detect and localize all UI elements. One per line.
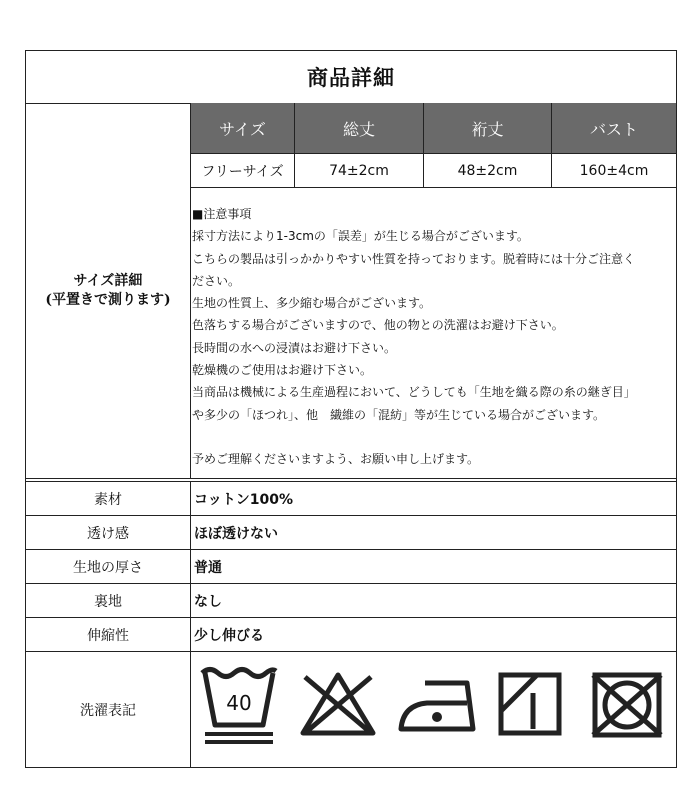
size-table	[191, 103, 676, 188]
line-dry-shade-icon	[497, 671, 563, 737]
care-label: 洗濯表記	[26, 652, 191, 767]
note-line: 乾燥機のご使用はお避け下さい。	[192, 363, 373, 378]
attr-value: コットン100%	[194, 491, 293, 508]
size-value-length: 74±2cm	[295, 153, 424, 188]
attr-value: ほぼ透けない	[194, 525, 278, 542]
size-header-sleeve: 裄丈	[424, 103, 552, 153]
notes-block	[192, 203, 676, 470]
note-line: 当商品は機械による生産過程において、どうしても「生地を織る際の糸の継ぎ目」	[192, 385, 636, 400]
note-line	[192, 426, 676, 448]
note-line: 採寸方法により1-3cmの「誤差」が生じる場合がございます。	[192, 229, 529, 244]
attr-row-stretch	[26, 618, 676, 652]
attr-row-lining	[26, 584, 676, 618]
attr-value: 少し伸びる	[194, 627, 264, 644]
size-detail-label-line2: (平置きで測ります)	[45, 291, 171, 308]
size-value-bust: 160±4cm	[552, 153, 676, 188]
iron-low-icon	[397, 675, 483, 737]
wash-temp-label: 40	[226, 691, 252, 715]
wash-40-icon	[199, 663, 279, 747]
attr-row-material	[26, 482, 676, 516]
note-line: こちらの製品は引っかかりやすい性質を持っております。脱着時には十分ご注意く	[192, 251, 636, 266]
attr-label: 伸縮性	[26, 618, 191, 651]
size-header-bust: バスト	[552, 103, 676, 153]
note-line: や多少の「ほつれ」、他 繊維の「混紡」等が生じている場合がございます。	[192, 407, 606, 422]
size-detail-label	[26, 103, 191, 478]
product-detail-table	[25, 50, 677, 768]
attr-value: 普通	[194, 559, 222, 576]
size-header-length: 総丈	[295, 103, 424, 153]
attr-label: 裏地	[26, 584, 191, 617]
attr-row-sheerness	[26, 516, 676, 550]
attr-label: 素材	[26, 482, 191, 515]
attr-label: 生地の厚さ	[26, 550, 191, 583]
size-value-sleeve: 48±2cm	[424, 153, 552, 188]
attr-value: なし	[194, 593, 222, 610]
no-bleach-icon	[297, 669, 379, 739]
no-tumble-dry-icon	[589, 671, 665, 739]
page-title: 商品詳細	[26, 51, 676, 104]
note-line: 長時間の水への浸漬はお避け下さい。	[192, 340, 397, 355]
size-header-size: サイズ	[191, 103, 295, 153]
note-line: 生地の性質上、多少縮む場合がございます。	[192, 296, 432, 311]
size-value-size: フリーサイズ	[191, 153, 295, 188]
divider	[26, 478, 676, 479]
attr-label: 透け感	[26, 516, 191, 549]
note-line: 色落ちする場合がございますので、他の物との洗濯はお避け下さい。	[192, 318, 564, 333]
size-detail-label-line1: サイズ詳細	[73, 272, 143, 289]
note-line: ださい。	[192, 273, 241, 288]
care-symbols	[191, 651, 676, 767]
note-line: 予めご理解くださいますよう、お願い申し上げます。	[192, 451, 480, 466]
attr-row-thickness	[26, 550, 676, 584]
note-line: ■注意事項	[192, 207, 252, 221]
